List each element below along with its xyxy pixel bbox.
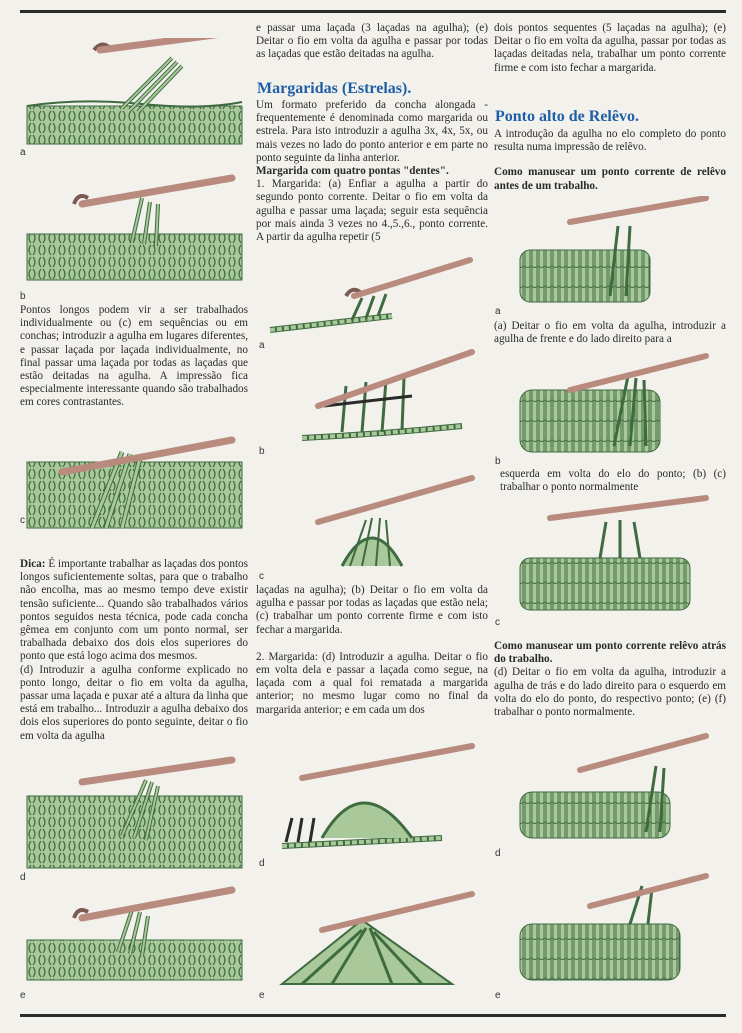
illustration-col1-c: [22, 432, 248, 532]
paragraph: 2. Margarida: (d) Introduzir a agulha. Deitar o fio em volta dela e passar a laçada como segue, na laçada com a qual foi rematada a margarida anterior; no mesmo lugar como no final da margarida anterior; e em cada um dos: [256, 650, 488, 716]
col2-text-1: [256, 99, 488, 244]
subheading: Como manusear um ponto corrente relêvo atrás do trabalho.: [494, 640, 726, 666]
col3-intro: [494, 22, 726, 75]
paragraph: Pontos longos podem vir a ser trabalhados individualmente ou (c) em sequências ou em conchas; introduzir a agulha em lugares diferentes, e passar laçada por laçada individualmente, no final passar uma laçada por todas as laçadas que estão deitadas na agulha. A impressão fica especialmente interessante quando são trabalhados em cores contrastantes.: [20, 304, 248, 409]
subheading: Como manusear um ponto corrente de relêvo antes de um trabalho.: [494, 166, 726, 192]
paragraph: e passar uma laçada (3 laçadas na agulha); (e) Deitar o fio em volta da agulha e passar por todas as laçadas que estão deitadas na agulha.: [256, 22, 488, 61]
col1-dica: [20, 558, 248, 743]
fig-label: e: [259, 990, 265, 1001]
col1-text-b: [20, 304, 248, 410]
paragraph: (d) Deitar o fio em volta da agulha, introduzir a agulha de trás e do lado direito para o esquerdo em volta do elo do ponto, do respectivo ponto; (e) (f) trabalhar o ponto normalmente.: [494, 666, 726, 719]
illustration-col3-d: [510, 732, 710, 844]
illustration-col2-b: [262, 346, 482, 446]
fig-label: b: [495, 456, 501, 467]
fig-label: a: [495, 306, 501, 317]
col3-text-1: [494, 128, 726, 193]
illustration-col3-b: [510, 350, 710, 460]
fig-label: c: [20, 515, 25, 526]
paragraph: (d) Introduzir a agulha conforme explicado no ponto longo, deitar o fio em volta da agulha, passar uma laçada e puxar até a altura da linha que está em trabalho... Introduzir a agulha debaixo dos dois elos superiores do ponto seguinte, deitar o fio em volta da agulha: [20, 663, 248, 742]
fig-label: a: [259, 340, 265, 351]
illustration-col1-a: [22, 38, 248, 146]
paragraph: Um formato preferido da concha alongada - frequentemente é denominada como margarida ou estrela. Para isto introduzir a agulha 3x, 4x, 5x, ou mais vezes no lado do ponto anterior e em parte no ponto seguinte da linha anterior.: [256, 99, 488, 164]
illustration-col2-e: [262, 880, 482, 994]
illustration-col1-e: [22, 882, 248, 986]
bottom-rule: [20, 1014, 726, 1017]
illustration-col2-c: [262, 470, 482, 570]
fig-label: d: [259, 858, 265, 869]
col3-text-b: [500, 468, 726, 494]
fig-label: c: [495, 617, 500, 628]
illustration-col2-d: [262, 738, 482, 852]
illustration-col3-e: [510, 868, 710, 988]
illustration-col1-b: [22, 172, 248, 292]
fig-label: d: [20, 872, 26, 883]
paragraph: A introdução da agulha no elo completo do ponto resulta numa impressão de relêvo.: [494, 128, 726, 154]
paragraph: (a) Deitar o fio em volta da agulha, introduzir a agulha de frente e do lado direito para a: [494, 320, 726, 346]
illustration-col2-a: [262, 254, 482, 346]
col3-text-a: [494, 320, 726, 346]
fig-label: d: [495, 848, 501, 859]
illustration-col3-c: [510, 492, 710, 616]
illustration-col3-a: [510, 196, 710, 306]
paragraph: dois pontos sequentes (5 laçadas na agulha); (e) Deitar o fio em volta da agulha, passar por todas as laçadas deitadas nela, trabalhar um ponto corrente firme e com isto fechar a margarida.: [494, 22, 726, 74]
fig-label: a: [20, 147, 26, 158]
col3-text-2: [494, 640, 726, 719]
illustration-col1-d: [22, 756, 248, 876]
col2-intro: [256, 22, 488, 62]
fig-label: c: [259, 571, 264, 582]
paragraph: 1. Margarida: (a) Enfiar a agulha a partir do segundo ponto corrente. Deitar o fio em volta da agulha e passar uma laçada; seguir esta sequência por mais ainda 3 vezes no 4.,5.,6., ponto corrente. A partir da agulha repetir (5: [256, 178, 488, 244]
col2-text-2: [256, 584, 488, 717]
heading-ponto-alto: Ponto alto de Relêvo.: [495, 108, 639, 125]
paragraph: laçadas na agulha); (b) Deitar o fio em volta da agulha e passar por todas as laçadas que estão nela; (c) trabalhar um ponto corrente firme e com isto fechar a margarida.: [256, 584, 488, 636]
paragraph: esquerda em volta do elo do ponto; (b) (c) trabalhar o ponto normalmente: [500, 468, 726, 494]
fig-label: b: [20, 291, 26, 302]
dica-text: É importante trabalhar as laçadas dos pontos longos suficientemente soltas, para que o trabalho não encolha, mas ao mesmo tempo deve existir tensão suficiente... Quando são trabalhados vários pontos seguidos nesta técnica, pode cada concha gêmea em conjunto com um ponto normal, ser trabalhada debaixo dos dois elos superiores do ponto que está logo acima dos mesmos.: [20, 558, 249, 663]
fig-label: e: [20, 990, 26, 1001]
fig-label: b: [259, 446, 265, 457]
dica-label: Dica:: [20, 558, 46, 570]
top-rule: [20, 10, 726, 13]
subheading: Margarida com quatro pontas "dentes".: [256, 165, 449, 178]
heading-margaridas: Margaridas (Estrelas).: [257, 80, 412, 97]
fig-label: e: [495, 990, 501, 1001]
